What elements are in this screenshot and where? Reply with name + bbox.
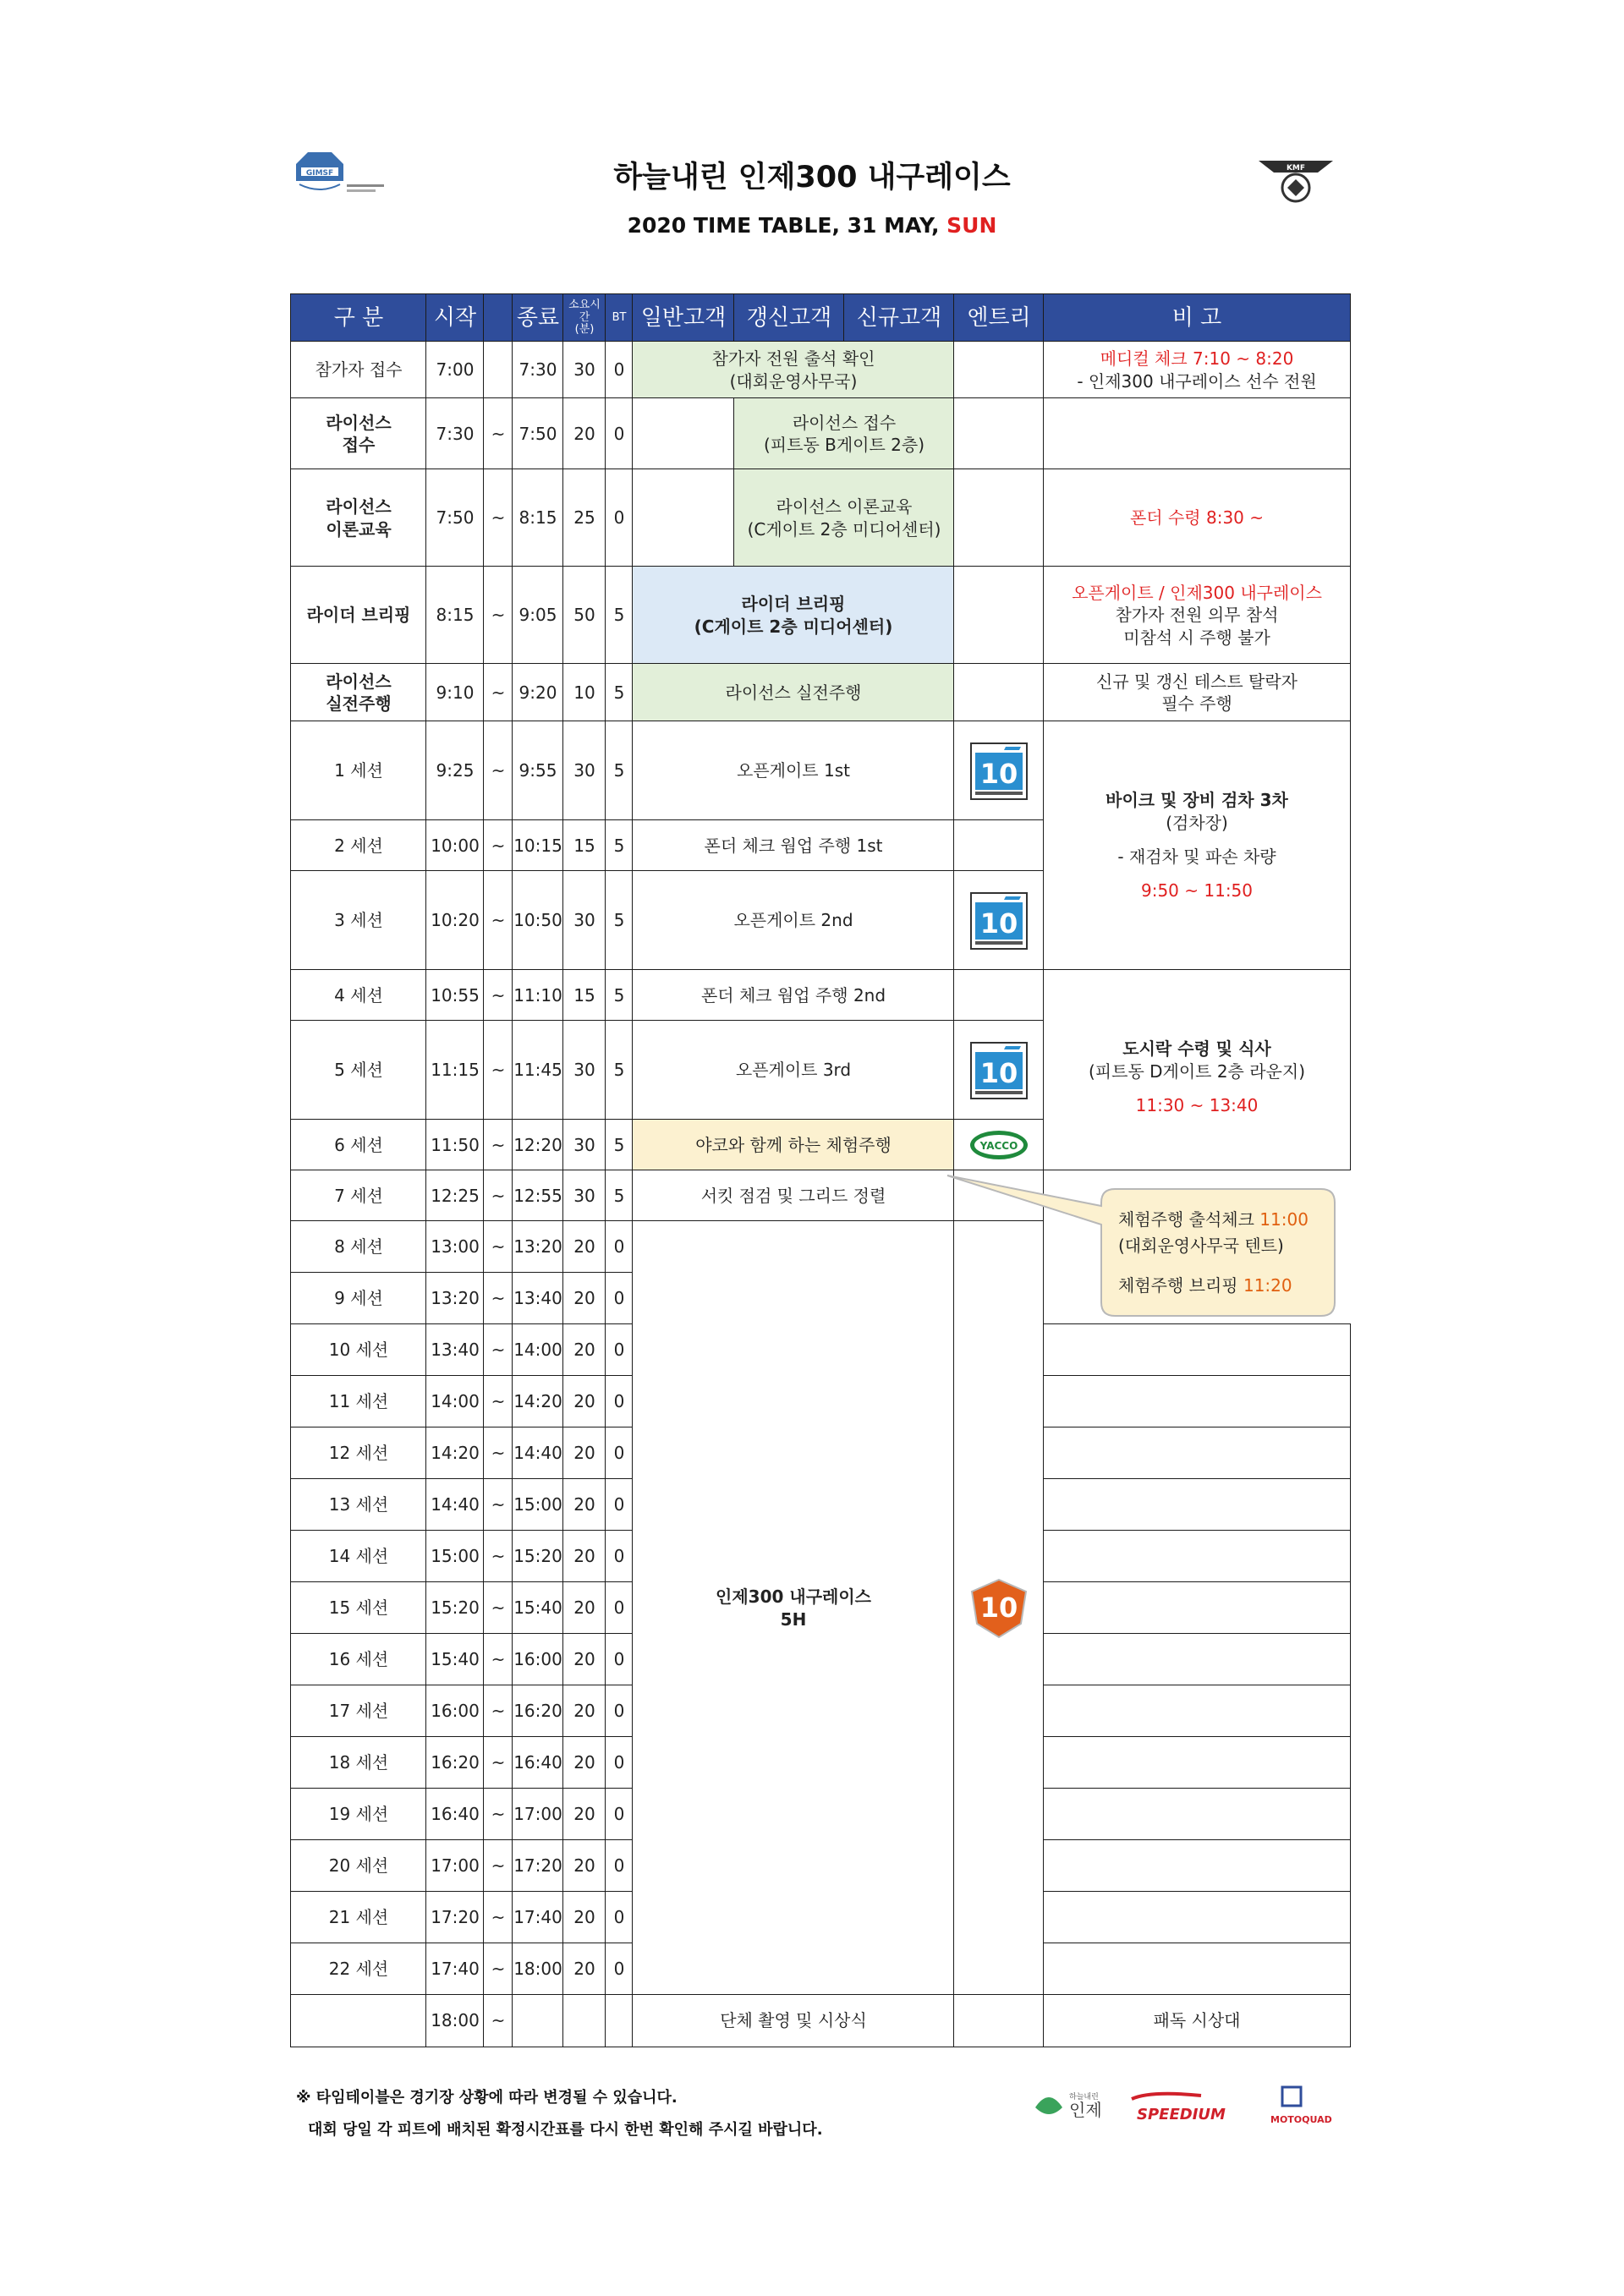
row-end: 8:15 [512,469,563,567]
remarks-briefing-rule: 참가자 전원 의무 참석 미참석 시 주행 불가 [1115,605,1279,648]
entry-cell [953,1994,1044,2047]
header-tilde [483,293,513,342]
row-tilde: ~ [483,566,513,664]
row-duration: 20 [562,1478,606,1531]
row-duration: 20 [562,397,606,469]
remarks-empty [1043,397,1350,469]
row-bt: 0 [605,1427,633,1479]
row-duration: 20 [562,1633,606,1685]
row-tilde: ~ [483,1119,513,1170]
program-rider-briefing: 라이더 브리핑 (C게이트 2층 미디어센터) [632,566,954,664]
row-start: 13:00 [425,1220,484,1273]
remarks-inspection-time: 9:50 ~ 11:50 [1140,880,1254,901]
remarks-empty [1043,1736,1350,1789]
svg-text:YACCO: YACCO [979,1140,1018,1152]
endurance-badge [968,1578,1029,1639]
row-bt: 0 [605,1839,633,1892]
row-bt: 0 [605,1581,633,1634]
row-start: 10:20 [425,870,484,970]
row-start: 7:00 [425,341,484,398]
header-general: 일반고객 [632,293,734,342]
motoquad-logo [1270,2087,1332,2125]
remarks-empty [1043,1685,1350,1737]
row-duration: 20 [562,1581,606,1634]
header-duration: 소요시간 (분) [562,293,606,342]
row-end: 16:40 [512,1736,563,1789]
row-tilde: ~ [483,819,513,871]
header-bt: BT [605,293,633,342]
row-end: 15:40 [512,1581,563,1634]
footnote-line-2: 대회 당일 각 피트에 배치된 확정시간표를 다시 한번 확인해 주시길 바랍니다. [308,2120,823,2139]
row-start: 11:50 [425,1119,484,1170]
remarks-empty [1043,1839,1350,1892]
row-bt: 0 [605,1220,633,1273]
row-start: 17:20 [425,1891,484,1943]
row-end: 14:20 [512,1375,563,1427]
row-bt: 0 [605,1478,633,1531]
program-ponder-warmup-1: 폰더 체크 웜업 주행 1st [632,819,954,871]
row-bt: 0 [605,1788,633,1840]
remarks-empty [1043,1530,1350,1582]
row-end: 9:55 [512,721,563,820]
row-label: 라이선스 실전주행 [290,663,426,721]
row-duration: 20 [562,1272,606,1324]
row-start: 16:00 [425,1685,484,1737]
remarks-empty [1043,1943,1350,1995]
entry-cell [953,969,1044,1021]
remarks-medical [1043,341,1350,398]
remarks-medical-target: - 인제300 내구레이스 선수 전원 [1077,370,1317,392]
row-end: 16:20 [512,1685,563,1737]
row-tilde: ~ [483,1170,513,1221]
row-end: 12:55 [512,1170,563,1221]
row-label: 라이선스 접수 [290,397,426,469]
program-open-gate-2: 오픈게이트 2nd [632,870,954,970]
yacco-logo [968,1128,1029,1162]
remarks-inspection-title: 바이크 및 장비 검차 3차 [1106,790,1288,811]
row-label: 1 세션 [290,721,426,820]
row-label: 라이더 브리핑 [290,566,426,664]
row-start: 13:40 [425,1323,484,1376]
row-end: 10:15 [512,819,563,871]
row-label [290,1994,426,2047]
program-circuit-check: 서킷 점검 및 그리드 정렬 [632,1170,954,1221]
row-label: 14 세션 [290,1530,426,1582]
row-label: 16 세션 [290,1633,426,1685]
row-bt: 0 [605,1943,633,1995]
row-bt: 0 [605,1375,633,1427]
row-end: 9:05 [512,566,563,664]
open-gate-2-badge [968,890,1029,951]
row-end: 11:45 [512,1020,563,1120]
row-duration: 20 [562,1323,606,1376]
row-duration: 30 [562,1170,606,1221]
row-duration: 25 [562,469,606,567]
row-end: 15:00 [512,1478,563,1531]
remarks-lunch-place: (피트동 D게이트 2층 라운지) [1089,1060,1306,1082]
entry-cell [953,819,1044,871]
row-tilde: ~ [483,1478,513,1531]
row-tilde: ~ [483,1220,513,1273]
row-start: 11:15 [425,1020,484,1120]
row-bt: 5 [605,1020,633,1120]
header-entry: 엔트리 [953,293,1044,342]
row-label: 15 세션 [290,1581,426,1634]
row-duration: 30 [562,1020,606,1120]
row-bt [605,1994,633,2047]
remarks-lunch-time: 11:30 ~ 13:40 [1135,1095,1259,1116]
remarks-practice: 신규 및 갱신 테스트 탈락자 필수 주행 [1043,663,1350,721]
program-empty [632,469,734,567]
row-duration: 20 [562,1530,606,1582]
row-end: 13:20 [512,1220,563,1273]
header-new: 신규고객 [843,293,954,342]
row-bt: 0 [605,469,633,567]
program-open-gate-3: 오픈게이트 3rd [632,1020,954,1120]
row-duration [562,1994,606,2047]
row-label: 9 세션 [290,1272,426,1324]
row-end: 14:00 [512,1323,563,1376]
row-tilde: ~ [483,1994,513,2047]
remarks-medical-time: 메디컬 체크 7:10 ~ 8:20 [1100,348,1294,370]
row-tilde: ~ [483,870,513,970]
row-bt: 5 [605,1119,633,1170]
header-end: 종료 [512,293,563,342]
row-end: 7:50 [512,397,563,469]
row-duration: 15 [562,819,606,871]
page-title: 하늘내린 인제300 내구레이스 [613,161,1011,195]
row-label: 3 세션 [290,870,426,970]
row-end: 17:40 [512,1891,563,1943]
footnote-line-1: ※ 타임테이블은 경기장 상황에 따라 변경될 수 있습니다. [296,2089,678,2107]
row-end: 18:00 [512,1943,563,1995]
svg-text:10: 10 [979,907,1018,940]
svg-text:10: 10 [979,1591,1018,1624]
row-tilde: ~ [483,1427,513,1479]
row-duration: 10 [562,663,606,721]
header-category: 구 분 [290,293,426,342]
remarks-inspection [1043,721,1350,970]
timetable [291,294,1350,2063]
remarks-empty [1043,1581,1350,1634]
remarks-briefing [1043,566,1350,664]
row-label: 17 세션 [290,1685,426,1737]
row-end: 7:30 [512,341,563,398]
row-end [512,1994,563,2047]
row-start: 7:50 [425,469,484,567]
row-tilde: ~ [483,1788,513,1840]
row-end: 10:50 [512,870,563,970]
remarks-inspection-place: (검차장) [1166,812,1228,833]
row-end: 17:00 [512,1788,563,1840]
row-tilde: ~ [483,663,513,721]
page-subtitle [0,213,1624,238]
header-remarks: 비 고 [1043,293,1350,342]
row-start: 16:40 [425,1788,484,1840]
program-yacco-experience: 야코와 함께 하는 체험주행 [632,1119,954,1170]
entry-cell [953,469,1044,567]
row-tilde: ~ [483,1581,513,1634]
remarks-ponder: 폰더 수령 8:30 ~ [1043,469,1350,567]
row-bt: 0 [605,1530,633,1582]
remarks-lunch-title: 도시락 수령 및 식사 [1122,1038,1271,1060]
row-label: 8 세션 [290,1220,426,1273]
svg-text:10: 10 [979,1056,1018,1089]
row-bt: 0 [605,1891,633,1943]
row-duration: 50 [562,566,606,664]
row-label: 22 세션 [290,1943,426,1995]
row-label: 7 세션 [290,1170,426,1221]
callout-line-attendance: 체험주행 출석체크 11:00 [1118,1208,1309,1230]
row-tilde: ~ [483,1020,513,1120]
row-label: 6 세션 [290,1119,426,1170]
callout-line-briefing: 체험주행 브리핑 11:20 [1118,1274,1292,1296]
row-start: 14:40 [425,1478,484,1531]
row-label: 4 세션 [290,969,426,1021]
remarks-empty [1043,1323,1350,1376]
row-label: 라이선스 이론교육 [290,469,426,567]
row-bt: 5 [605,819,633,871]
row-start: 14:00 [425,1375,484,1427]
entry-cell [953,566,1044,664]
row-duration: 20 [562,1220,606,1273]
row-bt: 0 [605,1633,633,1685]
remarks-trophy: 패독 시상대 [1043,1994,1350,2047]
row-bt: 0 [605,397,633,469]
row-end: 12:20 [512,1119,563,1170]
footnote [296,2082,823,2146]
row-duration: 20 [562,1891,606,1943]
remarks-empty [1043,1427,1350,1479]
program-license-theory: 라이선스 이론교육 (C게이트 2층 미디어센터) [733,469,954,567]
row-duration: 20 [562,1839,606,1892]
remarks-briefing-target: 오픈게이트 / 인제300 내구레이스 [1072,582,1322,603]
svg-text:인제: 인제 [1069,2100,1102,2120]
row-start: 8:15 [425,566,484,664]
program-open-gate-1: 오픈게이트 1st [632,721,954,820]
row-bt: 5 [605,969,633,1021]
row-end: 16:00 [512,1633,563,1685]
row-duration: 30 [562,721,606,820]
program-license-practice: 라이선스 실전주행 [632,663,954,721]
row-end: 9:20 [512,663,563,721]
remarks-lunch [1043,969,1350,1170]
program-endurance-race: 인제300 내구레이스 5H [632,1220,954,1995]
row-label: 13 세션 [290,1478,426,1531]
row-bt: 5 [605,721,633,820]
row-start: 12:25 [425,1170,484,1221]
row-duration: 20 [562,1736,606,1789]
speedium-logo [1132,2094,1226,2123]
entry-cell [953,341,1044,398]
sponsor-logos [1032,2082,1345,2133]
row-label: 19 세션 [290,1788,426,1840]
row-tilde: ~ [483,469,513,567]
row-start: 16:20 [425,1736,484,1789]
row-tilde: ~ [483,1839,513,1892]
callout-line-place: (대회운영사무국 텐트) [1118,1235,1284,1256]
row-start: 10:55 [425,969,484,1021]
row-end: 17:20 [512,1839,563,1892]
program-ponder-warmup-2: 폰더 체크 웜업 주행 2nd [632,969,954,1021]
row-bt: 0 [605,1685,633,1737]
row-duration: 20 [562,1943,606,1995]
row-start: 7:30 [425,397,484,469]
kmf-logo-text: KMF [1286,164,1306,173]
row-label: 11 세션 [290,1375,426,1427]
row-tilde: ~ [483,1736,513,1789]
svg-text:하늘내린: 하늘내린 [1069,2093,1099,2101]
row-bt: 0 [605,341,633,398]
subtitle-text: 2020 TIME TABLE, 31 MAY, [627,213,947,238]
callout-text [1106,1191,1330,1314]
row-label: 12 세션 [290,1427,426,1479]
row-bt: 5 [605,566,633,664]
row-bt: 0 [605,1272,633,1324]
entry-cell [953,397,1044,469]
row-tilde: ~ [483,1272,513,1324]
row-start: 10:00 [425,819,484,871]
row-label: 20 세션 [290,1839,426,1892]
subtitle-day: SUN [946,213,997,238]
svg-text:10: 10 [979,757,1018,790]
row-start: 13:20 [425,1272,484,1324]
remarks-inspection-note: - 재검차 및 파손 차량 [1117,847,1276,867]
row-start: 15:00 [425,1530,484,1582]
row-tilde: ~ [483,1375,513,1427]
row-bt: 5 [605,870,633,970]
program-ceremony: 단체 촬영 및 시상식 [632,1994,954,2047]
row-label: 21 세션 [290,1891,426,1943]
row-tilde: ~ [483,1685,513,1737]
remarks-empty [1043,1633,1350,1685]
row-tilde: ~ [483,969,513,1021]
gimsf-logo-text: GIMSF [305,169,334,178]
row-tilde: ~ [483,397,513,469]
row-duration: 30 [562,1119,606,1170]
svg-text:MOTOQUAD: MOTOQUAD [1270,2114,1332,2125]
remarks-empty [1043,1375,1350,1427]
row-duration: 20 [562,1375,606,1427]
row-end: 14:40 [512,1427,563,1479]
row-tilde: ~ [483,1633,513,1685]
row-bt: 5 [605,663,633,721]
row-label: 10 세션 [290,1323,426,1376]
row-start: 15:20 [425,1581,484,1634]
row-duration: 30 [562,870,606,970]
row-start: 18:00 [425,1994,484,2047]
remarks-empty [1043,1478,1350,1531]
header-start: 시작 [425,293,484,342]
entry-cell [953,663,1044,721]
row-bt: 0 [605,1323,633,1376]
row-label: 5 세션 [290,1020,426,1120]
inje-logo [1035,2091,1102,2120]
row-start: 15:40 [425,1633,484,1685]
row-bt: 5 [605,1170,633,1221]
open-gate-3-badge [968,1040,1029,1101]
row-end: 11:10 [512,969,563,1021]
row-duration: 30 [562,341,606,398]
program-empty [632,397,734,469]
row-start: 9:25 [425,721,484,820]
svg-text:SPEEDIUM: SPEEDIUM [1137,2106,1226,2123]
row-bt: 0 [605,1736,633,1789]
remarks-empty [1043,1891,1350,1943]
header-renewal: 갱신고객 [733,293,844,342]
row-end: 13:40 [512,1272,563,1324]
open-gate-1-badge [968,741,1029,802]
program-license-reception: 라이선스 접수 (피트동 B게이트 2층) [733,397,954,469]
row-duration: 20 [562,1788,606,1840]
remarks-empty [1043,1788,1350,1840]
row-label: 2 세션 [290,819,426,871]
row-start: 17:00 [425,1839,484,1892]
row-start: 17:40 [425,1943,484,1995]
row-start: 9:10 [425,663,484,721]
row-duration: 20 [562,1685,606,1737]
row-tilde: ~ [483,1891,513,1943]
row-duration: 15 [562,969,606,1021]
row-duration: 20 [562,1427,606,1479]
row-label: 18 세션 [290,1736,426,1789]
row-tilde [483,341,513,398]
program-attendance: 참가자 전원 출석 확인 (대회운영사무국) [632,341,954,398]
row-label: 참가자 접수 [290,341,426,398]
row-tilde: ~ [483,721,513,820]
row-tilde: ~ [483,1943,513,1995]
row-tilde: ~ [483,1530,513,1582]
row-tilde: ~ [483,1323,513,1376]
row-start: 14:20 [425,1427,484,1479]
row-end: 15:20 [512,1530,563,1582]
